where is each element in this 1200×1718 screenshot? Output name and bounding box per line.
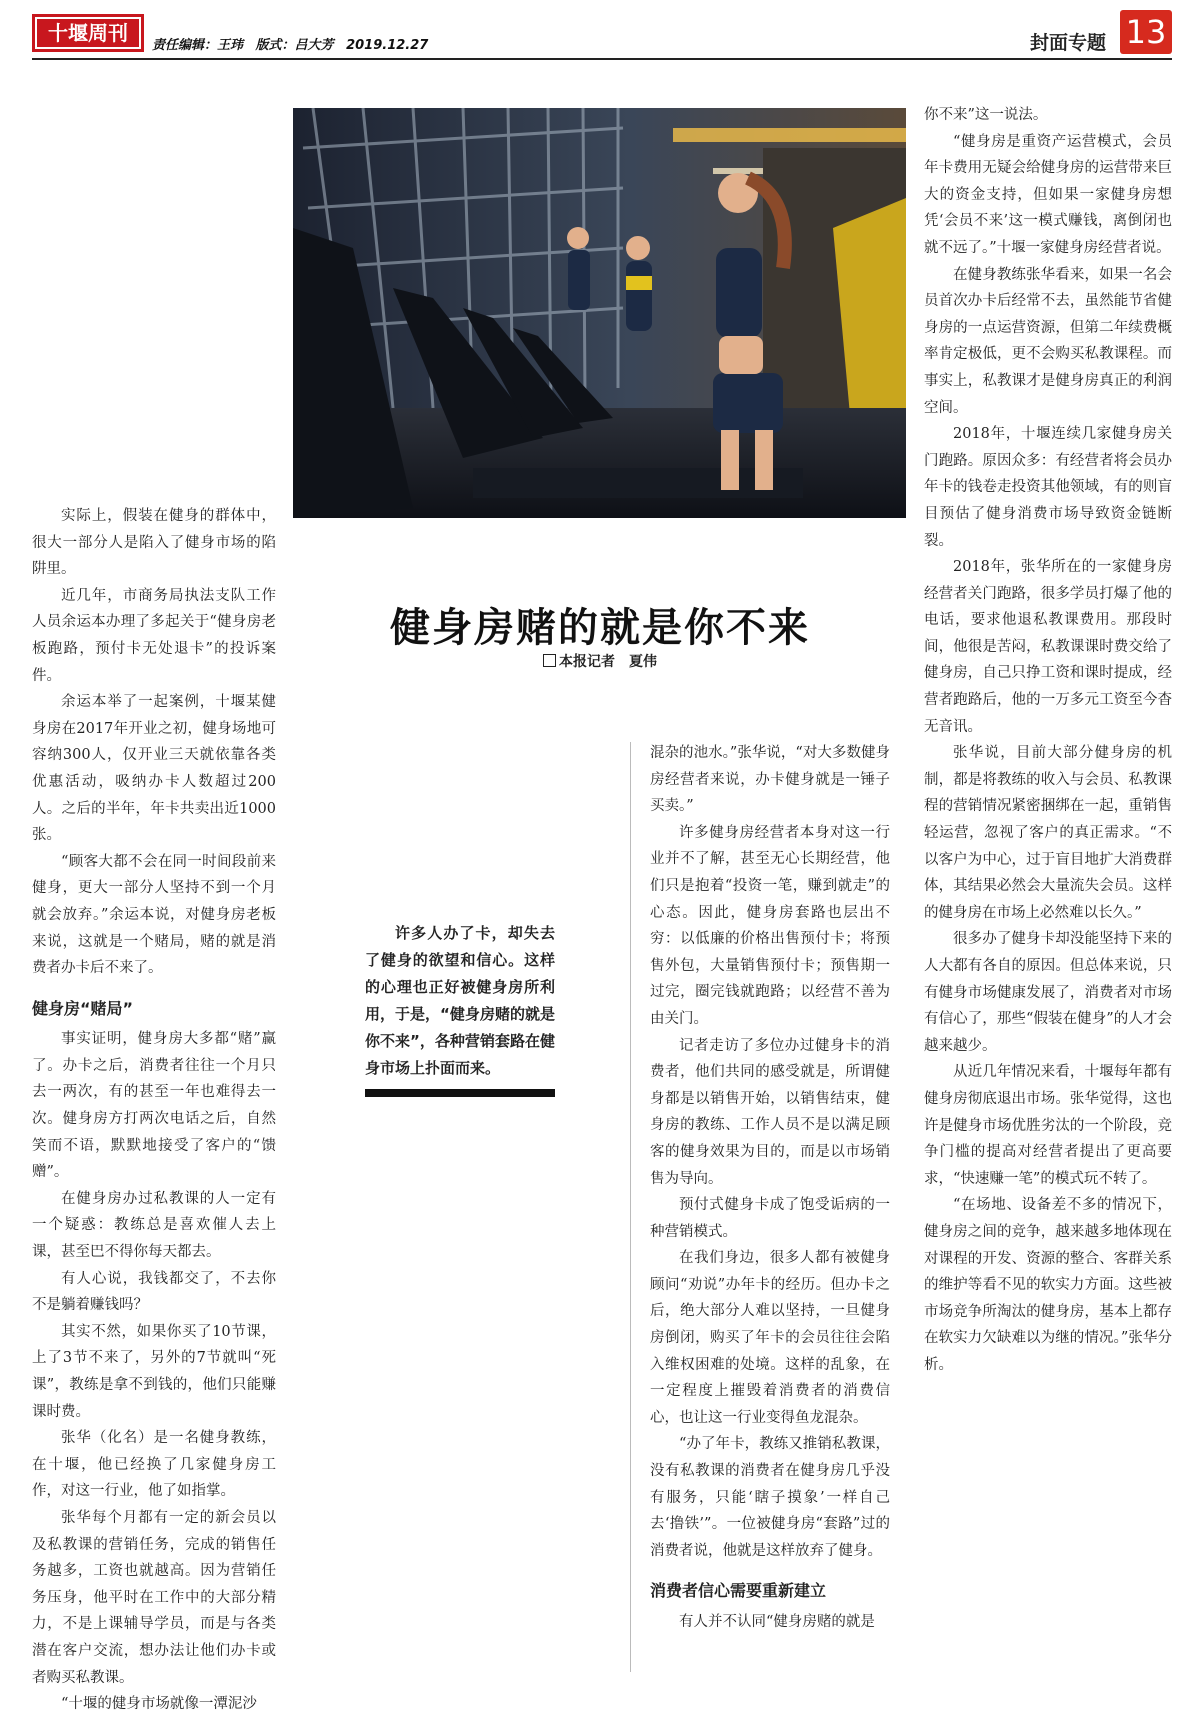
paragraph: 有人心说，我钱都交了，不去你不是躺着赚钱吗？ (32, 1270, 276, 1314)
layout-credit: 版式：吕大芳 (255, 38, 334, 53)
article-column-3 (650, 740, 890, 1636)
paragraph: 张华（化名）是一名健身教练，在十堰，他已经换了几家健身房工作，对这一行业，他了如指掌。 (32, 1430, 276, 1500)
paragraph: 其实不然，如果你买了10节课，上了3节不来了，另外的7节就叫“死课”，教练是拿不到钱的，他们只能赚课时费。 (32, 1323, 276, 1420)
paragraph: “顾客大都不会在同一时间段前来健身，更大一部分人坚持不到一个月就会放弃。”余运本说，对健身房老板来说，这就是一个赌局，赌的就是消费者办卡后不来了。 (32, 853, 276, 977)
paragraph: 张华每个月都有一定的新会员以及私教课的营销任务，完成的销售任务越多，工资也就越高。因为营销任务压身，他平时在工作中的大部分精力，不是上课辅导学员，而是与各类潜在客户交流，想办法让他们办卡或者购买私教课。 (32, 1509, 276, 1686)
editor-info (152, 34, 436, 53)
paragraph: “健身房是重资产运营模式，会员年卡费用无疑会给健身房的运营带来巨大的资金支持，但如果一家健身房想凭‘会员不来’这一模式赚钱，离倒闭也就不远了。”十堰一家健身房经营者说。 (924, 133, 1172, 256)
paragraph: “十堰的健身市场就像一潭泥沙 (61, 1696, 257, 1713)
paragraph: 在健身房办过私教课的人一定有一个疑惑：教练总是喜欢催人去上课，甚至巴不得你每天都去。 (32, 1190, 276, 1261)
paragraph: 许多健身房经营者本身对这一行业并不了解，甚至无心长期经营，他们只是抱着“投资一笔，赚到就走”的心态。因此，健身房套路也层出不穷：以低廉的价格出售预付卡；将预售外包，大量销售预付卡；预售期一过完，圈完钱就跑路；以经营不善为由关门。 (650, 824, 890, 1027)
paragraph: 近几年，市商务局执法支队工作人员余运本办理了多起关于“健身房老板跑路，预付卡无处退卡”的投诉案件。 (32, 587, 276, 684)
paragraph: 实际上，假装在健身的群体中，很大一部分人是陷入了健身市场的陷阱里。 (32, 508, 276, 578)
byline-text: 本报记者 夏伟 (559, 654, 657, 670)
pull-quote-bar (365, 1089, 555, 1097)
paragraph: 在健身教练张华看来，如果一名会员首次办卡后经常不去，虽然能节省健身房的一点运营资源，但第二年续费概率肯定极低，更不会购买私教课程。而事实上，私教课才是健身房真正的利润空间。 (924, 266, 1172, 416)
paragraph: 在我们身边，很多人都有被健身顾问“劝说”办年卡的经历。但办卡之后，绝大部分人难以坚持，一旦健身房倒闭，购买了年卡的会员往往会陷入维权困难的处境。这样的乱象，在一定程度上摧毁着消费者的消费信心，也让这一行业变得鱼龙混杂。 (650, 1250, 890, 1426)
byline-box-icon (543, 654, 556, 667)
issue-date: 2019.12.27 (346, 38, 429, 53)
paragraph: 你不来”这一说法。 (924, 107, 1048, 123)
paragraph: 张华说，目前大部分健身房的机制，都是将教练的收入与会员、私教课程的营销情况紧密捆绑在一起，重销售轻运营，忽视了客户的真正需求。“不以客户为中心，过于盲目地扩大消费群体，其结果必然会大量流失会员。这样的健身房在市场上必然难以长久。” (924, 745, 1172, 921)
paragraph: 记者走访了多位办过健身卡的消费者，他们共同的感受就是，所谓健身都是以销售开始，以销售结束，健身房的教练、工作人员不是以满足顾客的健身效果为目的，而是以市场销售为导向。 (650, 1037, 890, 1187)
column-divider (630, 742, 631, 1672)
paragraph: 2018年，张华所在的一家健身房经营者关门跑路，很多学员打爆了他的电话，要求他退私教课费用。那段时间，他很是苦闷，私教课课时费交给了健身房，自己只挣工资和课时提成，经营者跑路后，他的一万多元工资至今杳无音讯。 (924, 559, 1172, 735)
subheading: 消费者信心需要重新建立 (650, 1581, 827, 1601)
paragraph: 事实证明，健身房大多都“赌”赢了。办卡之后，消费者往往一个月只去一两次，有的甚至一年也难得去一次。健身房方打两次电话之后，自然笑而不语，默默地接受了客户的“馈赠”。 (32, 1031, 276, 1181)
gym-treadmill-photo (293, 108, 906, 518)
page-header (32, 10, 1172, 60)
article-column-1 (32, 503, 276, 1718)
page-number: 13 (1120, 10, 1172, 54)
paragraph: “在场地、设备差不多的情况下，健身房之间的竞争，越来越多地体现在对课程的开发、资源的整合、客群关系的维护等看不见的软实力方面。这些被市场竞争所淘汰的健身房，基本上都存在软实力欠缺难以为继的情况。”张华分析。 (924, 1197, 1172, 1373)
section-label: 封面专题 (1029, 32, 1106, 54)
editor-credit: 责任编辑：王玮 (152, 38, 244, 53)
header-rule (32, 58, 1172, 60)
paragraph: 很多办了健身卡却没能坚持下来的人大都有各自的原因。但总体来说，只有健身市场健康发展了，消费者对市场有信心了，那些“假装在健身”的人才会越来越少。 (924, 931, 1172, 1054)
paragraph: 从近几年情况来看，十堰每年都有健身房彻底退出市场。张华觉得，这也许是健身市场优胜劣汰的一个阶段，竞争门槛的提高对经营者提出了更高要求，“快速赚一笔”的模式玩不转了。 (924, 1064, 1172, 1187)
article-column-4 (924, 102, 1172, 1379)
article-title: 健身房赌的就是你不来 (390, 604, 810, 651)
paragraph: “办了年卡，教练又推销私教课，没有私教课的消费者在健身房几乎没有服务，只能‘瞎子摸象’一样自己去‘撸铁’”。一位被健身房“套路”过的消费者说，他就是这样放弃了健身。 (650, 1436, 890, 1559)
paragraph: 余运本举了一起案例，十堰某健身房在2017年开业之初，健身场地可容纳300人，仅开业三天就依靠各类优惠活动，吸纳办卡人数超过200人。之后的半年，年卡共卖出近1000张。 (32, 694, 276, 844)
subheading: 健身房“赌局” (32, 998, 134, 1018)
article-byline (360, 651, 840, 671)
paragraph: 预付式健身卡成了饱受诟病的一种营销模式。 (650, 1197, 890, 1240)
paragraph: 2018年，十堰连续几家健身房关门跑路。原因众多：有经营者将会员办年卡的钱卷走投资其他领域，有的则盲目预估了健身消费市场导致资金链断裂。 (924, 426, 1172, 549)
pull-quote: 许多人办了卡，却失去了健身的欲望和信心。这样的心理也正好被健身房所利用，于是，“健身房赌的就是你不来”，各种营销套路在健身市场上扑面而来。 (365, 924, 555, 1077)
paragraph: 混杂的池水。”张华说，“对大多数健身房经营者来说，办卡健身就是一锤子买卖。” (650, 745, 890, 815)
paragraph: 有人并不认同“健身房赌的就是 (679, 1614, 875, 1630)
publication-logo: 十堰周刊 (32, 14, 144, 52)
